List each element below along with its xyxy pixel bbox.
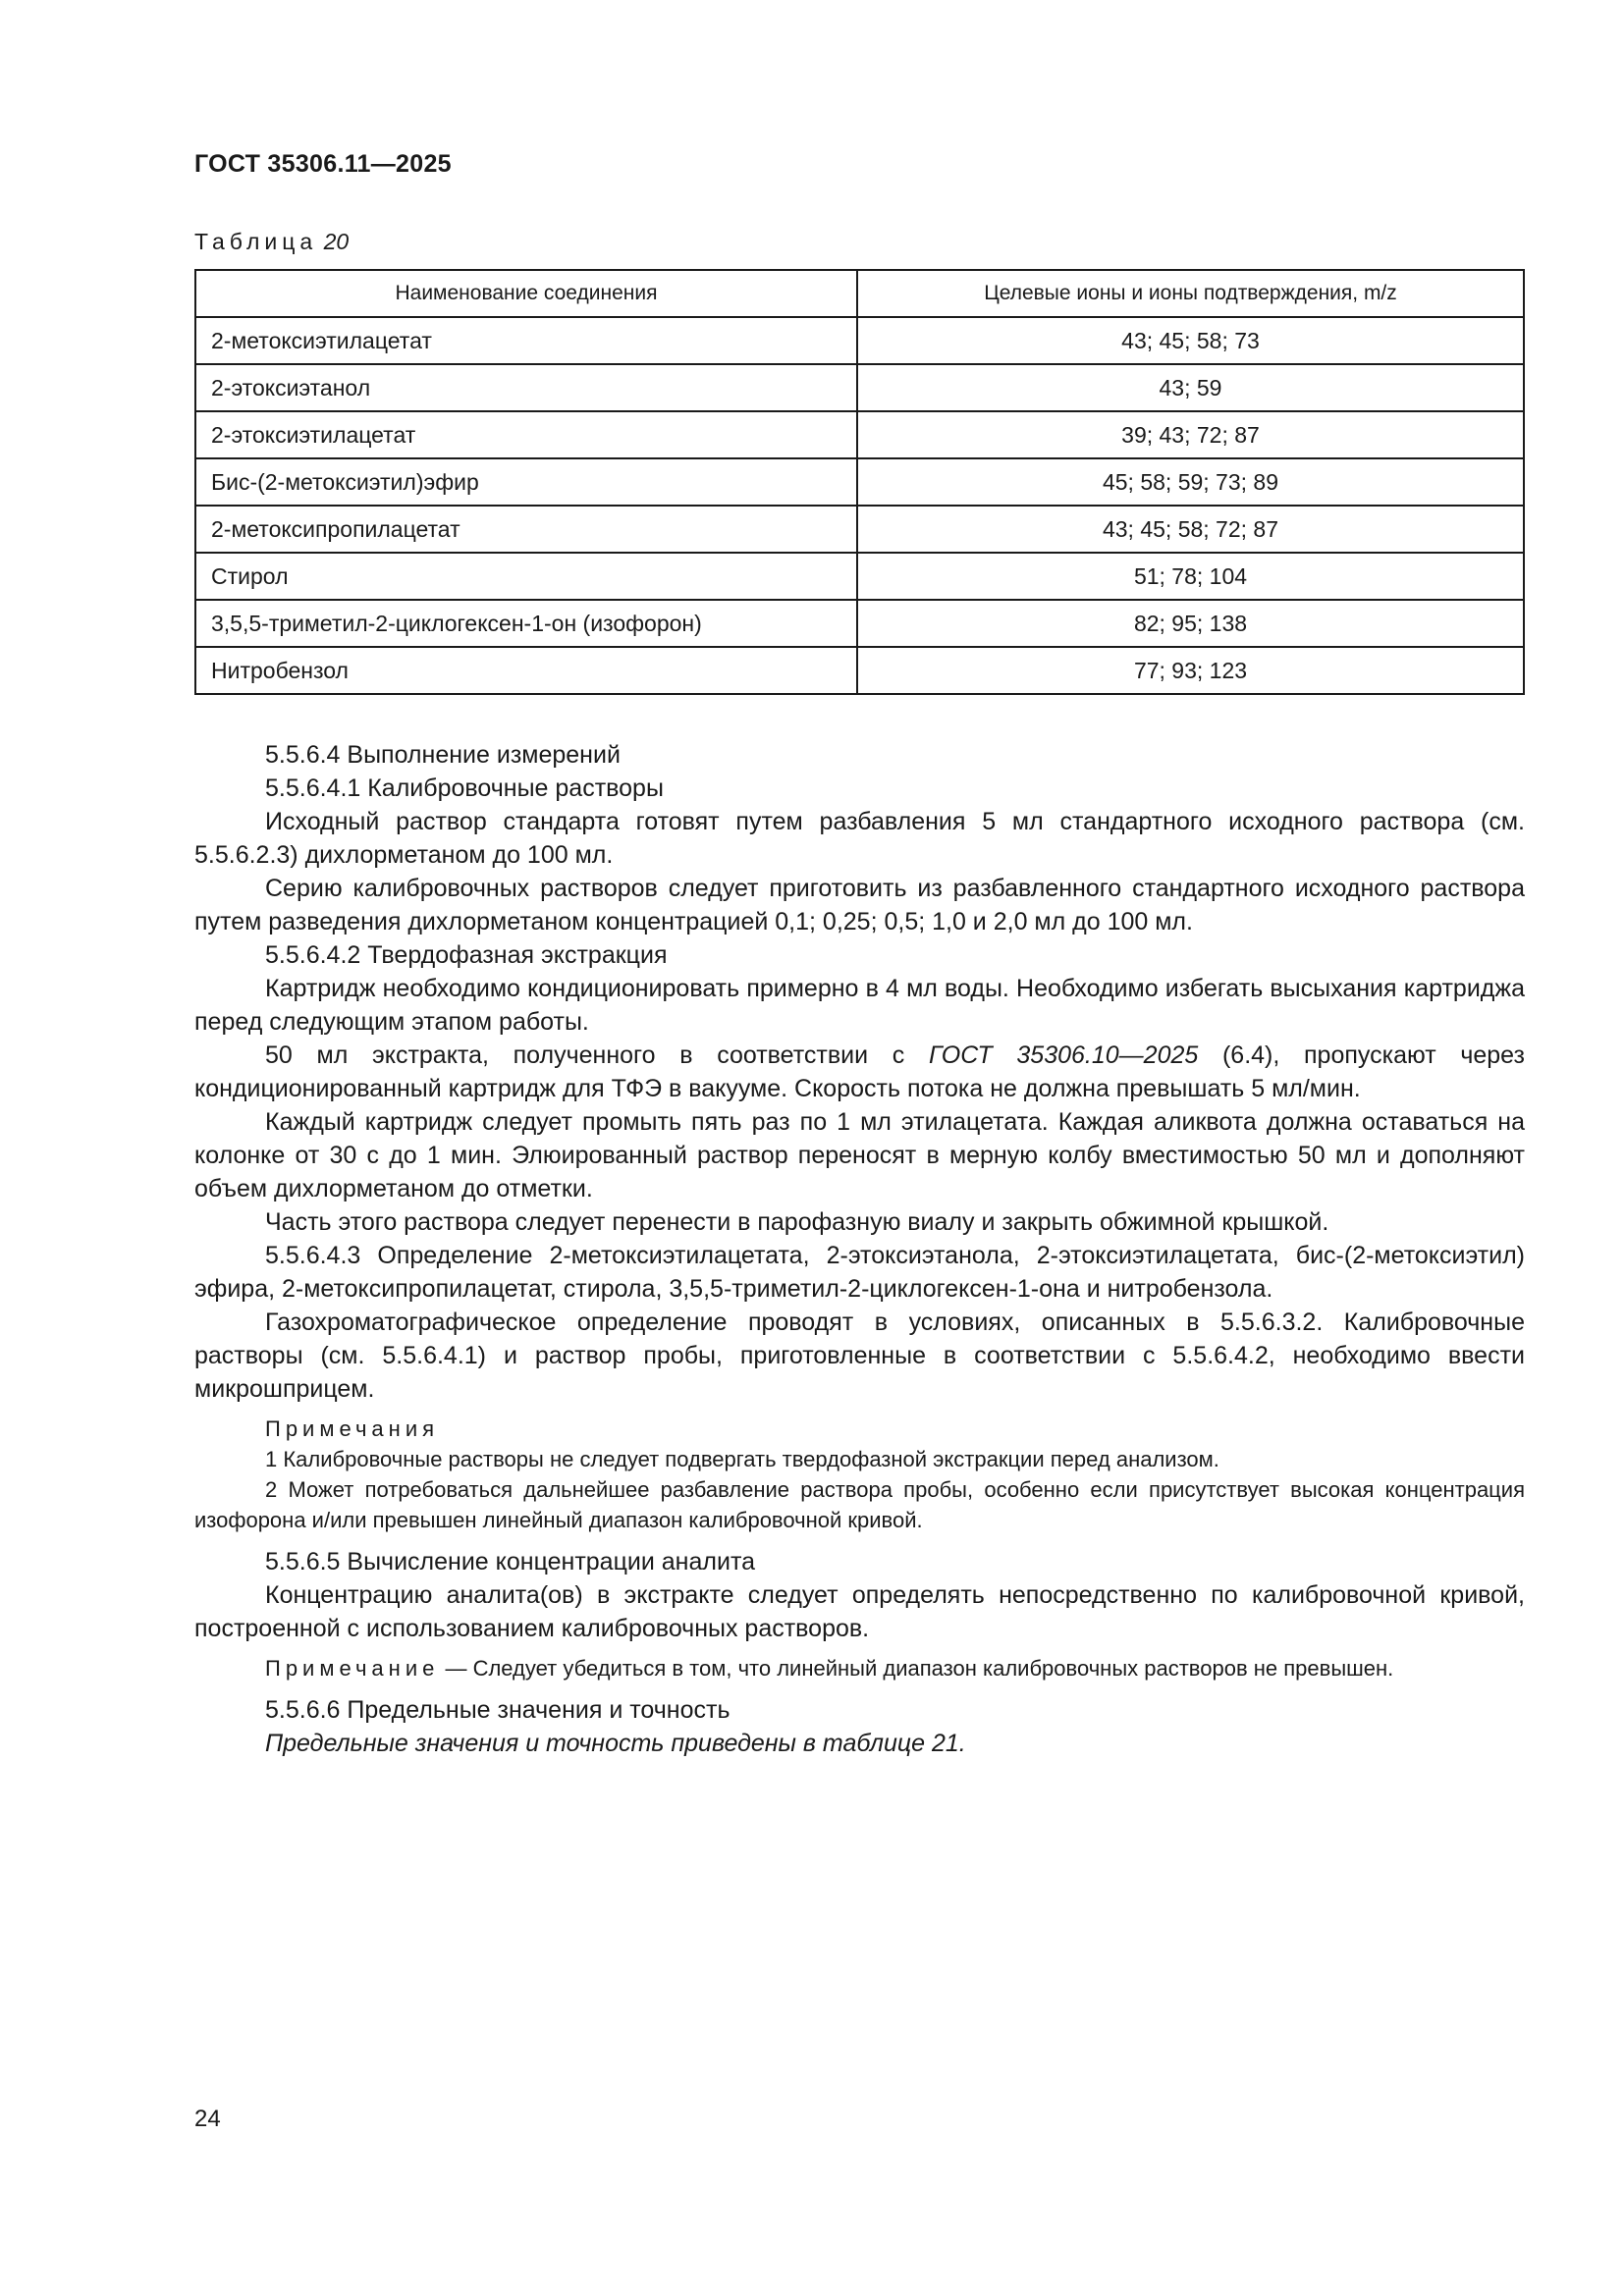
main-text (194, 738, 1525, 1760)
section-heading: 5.5.6.5 Вычисление концентрации аналита (265, 1548, 756, 1575)
note-text: — Следует убедиться в том, что линейный диапазон калибровочных растворов не превышен. (439, 1656, 1394, 1681)
compound-name-cell: Бис-(2-метоксиэтил)эфир (195, 458, 857, 506)
paragraph: Картридж необходимо кондиционировать примерно в 4 мл воды. Необходимо избегать высыхания картриджа перед следующим этапом работы. (194, 975, 1525, 1036)
paragraph: 5.5.6.4.3 Определение 2-метоксиэтилацетата, 2-этоксиэтанола, 2-этоксиэтилацетата, бис-(2-метоксиэтил) эфира, 2-метоксипропилацетат, стирола, 3,5,5-триметил-2-циклогексен-1-она и нитробензола. (194, 1242, 1525, 1303)
document-code: ГОСТ 35306.11—2025 (194, 150, 452, 178)
ions-cell: 77; 93; 123 (857, 647, 1524, 694)
paragraph-part: (6.4), пропускают через кондиционированный картридж для ТФЭ в вакууме. Скорость потока не должна превышать 5 мл/мин. (194, 1041, 1526, 1102)
ions-cell: 43; 45; 58; 73 (857, 317, 1524, 364)
ions-cell: 82; 95; 138 (857, 600, 1524, 647)
note-item: 1 Калибровочные растворы не следует подвергать твердофазной экстракции перед анализом. (265, 1447, 1219, 1471)
table-header-row (195, 270, 1524, 317)
note-item: 2 Может потребоваться дальнейшее разбавление раствора пробы, особенно если присутствует высокая концентрация изофорона и/или превышен линейный диапазон калибровочной кривой. (194, 1477, 1525, 1532)
ions-cell: 39; 43; 72; 87 (857, 411, 1524, 458)
ions-table (194, 269, 1525, 695)
table-row (195, 600, 1524, 647)
section-heading: 5.5.6.4 Выполнение измерений (265, 741, 621, 769)
column-header-compound: Наименование соединения (195, 270, 857, 317)
table-caption (194, 229, 349, 255)
standard-reference: ГОСТ 35306.10—2025 (928, 1041, 1199, 1069)
paragraph (194, 1039, 1525, 1105)
ions-cell: 43; 59 (857, 364, 1524, 411)
note-block (194, 1653, 1525, 1683)
table-row (195, 647, 1524, 694)
notes-label: Примечания (265, 1416, 440, 1441)
notes-block (194, 1414, 1525, 1535)
table-row (195, 553, 1524, 600)
section-heading: 5.5.6.4.2 Твердофазная экстракция (265, 941, 668, 969)
section-heading: 5.5.6.6 Предельные значения и точность (265, 1696, 731, 1724)
table-row (195, 411, 1524, 458)
table-caption-label: Таблица (194, 229, 318, 254)
paragraph: Газохроматографическое определение проводят в условиях, описанных в 5.5.6.3.2. Калибровочные растворы (см. 5.5.6.4.1) и раствор пробы, приготовленные в соответствии с 5.5.6.4.2, необходимо ввести микрошприцем. (194, 1308, 1525, 1403)
page-number: 24 (194, 2106, 221, 2132)
ions-cell: 43; 45; 58; 72; 87 (857, 506, 1524, 553)
paragraph: Часть этого раствора следует перенести в парофазную виалу и закрыть обжимной крышкой. (265, 1208, 1329, 1236)
column-header-ions: Целевые ионы и ионы подтверждения, m/z (857, 270, 1524, 317)
compound-name-cell: 3,5,5-триметил-2-циклогексен-1-он (изофорон) (195, 600, 857, 647)
paragraph: Исходный раствор стандарта готовят путем разбавления 5 мл стандартного исходного раствора (см. 5.5.6.2.3) дихлорметаном до 100 мл. (194, 808, 1525, 869)
paragraph-part: 50 мл экстракта, полученного в соответствии с (265, 1041, 929, 1069)
paragraph: Предельные значения и точность приведены в таблице 21. (265, 1730, 966, 1757)
table-row (195, 458, 1524, 506)
ions-cell: 45; 58; 59; 73; 89 (857, 458, 1524, 506)
table-row (195, 317, 1524, 364)
paragraph: Концентрацию аналита(ов) в экстракте следует определять непосредственно по калибровочной кривой, построенной с использованием калибровочных растворов. (194, 1581, 1525, 1642)
table-body (195, 317, 1524, 694)
table-row (195, 506, 1524, 553)
table-row (195, 364, 1524, 411)
table-caption-number: 20 (323, 229, 350, 254)
compound-name-cell: 2-метоксипропилацетат (195, 506, 857, 553)
compound-name-cell: 2-этоксиэтилацетат (195, 411, 857, 458)
paragraph: Каждый картридж следует промыть пять раз по 1 мл этилацетата. Каждая аликвота должна оставаться на колонке от 30 с до 1 мин. Элюированный раствор переносят в мерную колбу вместимостью 50 мл и дополняют объем дихлорметаном до отметки. (194, 1108, 1525, 1202)
ions-cell: 51; 78; 104 (857, 553, 1524, 600)
compound-name-cell: Нитробензол (195, 647, 857, 694)
paragraph: Серию калибровочных растворов следует приготовить из разбавленного стандартного исходного раствора путем разведения дихлорметаном концентрацией 0,1; 0,25; 0,5; 1,0 и 2,0 мл до 100 мл. (194, 875, 1525, 935)
compound-name-cell: Стирол (195, 553, 857, 600)
compound-name-cell: 2-метоксиэтилацетат (195, 317, 857, 364)
note-item (194, 1653, 1525, 1683)
compound-name-cell: 2-этоксиэтанол (195, 364, 857, 411)
section-heading: 5.5.6.4.1 Калибровочные растворы (265, 774, 664, 802)
note-label: Примечание (265, 1656, 440, 1681)
